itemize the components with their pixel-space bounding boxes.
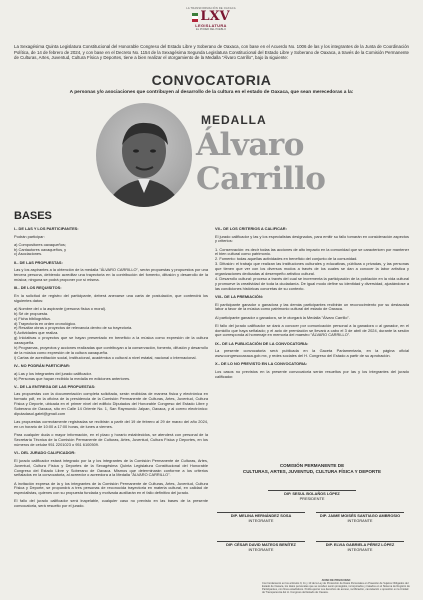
- commission-title: [215, 463, 409, 474]
- portrait-silhouette-icon: [96, 103, 192, 207]
- section-heading: V.- DE LA ENTREGA DE LAS PROPUESTAS:: [14, 383, 96, 389]
- logo-motto: EL PODER DEL PUEBLO: [196, 28, 226, 31]
- signature-member-2: [316, 512, 404, 524]
- section-text: Al participante ganador o ganadora, se le otorgará la Medalla "Álvaro Carrillo".: [215, 314, 350, 320]
- section-text: Podrán participar:: [14, 233, 45, 239]
- medal-name-first: Álvaro: [196, 127, 304, 163]
- list-item: 3. Difusión: el trabajo que realizan las instituciones culturales y educativas, públicas o privadas, y las personas que tienen que ver con los diversos modos a través de los cuales se dan a conocer la labor artística y organizaciones dedicadas al desempeño artístico cultural.: [215, 261, 409, 277]
- section-heading: VIII.- DE LA PREMIACIÓN:: [215, 293, 264, 299]
- legislature-logo: [180, 7, 242, 31]
- logo-mark: [180, 11, 242, 23]
- signature-member-4: [316, 541, 404, 553]
- medal-label: MEDALLA: [201, 113, 267, 127]
- section-text: Las propuestas con la documentación completa solicitada, serán recibidas de manera física y electrónica en formato pdf, en la oficina de la presidencia de la Comisión Permanente de Culturas, Artes, Juventud, Cultura Física y Deporte, ubicada en el primer nivel del edificio Diputados del Honorable Congreso del Estado Libre y Soberano de Oaxaca, sito en Calle 14 Oriente No. 1, San Raymundo Jalpan, Oaxaca, y al correo electrónico: diputadasol.gatel@gmail.com: [14, 391, 208, 416]
- portrait-image: [96, 103, 192, 207]
- list-item: h) Programas, proyectos y acciones realizadas que contribuyan a la conservación, fomento, difusión y desarrollo de la música como expresión de la cultura oaxaqueña.: [14, 345, 208, 355]
- logo-name: LXV: [200, 9, 230, 24]
- list-item: d) Trayectoria en orden cronológico.: [14, 320, 77, 326]
- list-item: f) Actividades que realiza.: [14, 330, 59, 336]
- section-text: Las propuestas correctamente registradas se recibirán a partir del 19 de febrero al 29 de marzo del año 2024, en un horario de 10:00 a 17:00 horas, de lunes a viernes.: [14, 419, 208, 429]
- logo-top-text: LA TRANSFORMACIÓN DE OAXACA: [186, 7, 236, 10]
- section-heading: X.- DE LO NO PREVISTO EN LA CONVOCATORIA:: [215, 361, 308, 367]
- page-title: CONVOCATORIA: [151, 72, 272, 88]
- privacy-footnote: [262, 579, 410, 594]
- list-item: a) Las y los integrantes del jurado calificador.: [14, 370, 92, 376]
- list-item: a) Nombre del o la aspirante (persona física o moral).: [14, 305, 107, 311]
- commission-line-2: CULTURAS, ARTES, JUVENTUD, CULTURA FÍSICA Y DEPORTE: [242, 468, 382, 474]
- section-text: El jurado calificador estará integrado por la y los integrantes de la Comisión Permanente de Culturas, Artes, Juventud, Cultura Física y Deportes de la Sexagésima Quinta Legislatura Constitucional del Honorable Congreso del Estado Libre y Soberano de Oaxaca. Mismos que determinarán conforme a los criterios señalados en la convocatoria, al acreedor o acreedora a la Medalla "ÁLVARO CARRILLO".: [14, 457, 208, 478]
- footnote-text: Con fundamento en los artículos 9, 11 y 13 de la Ley de Protección de Datos Personales en Posesión de Sujetos Obligados del Estado de Oaxaca, los datos personales que se recaben serán protegidos, incorporados y tratados en el Sistema de Registro de Participantes, con fines estadísticos. Podrá ejercer sus derechos de acceso, rectificación, cancelación u oposición en la Unidad de Transparencia del H. Congreso del Estado de Oaxaca.: [262, 582, 410, 595]
- list-item: b) Personas que hayan recibido la medalla en ediciones anteriores.: [14, 375, 131, 381]
- flag-icon: [192, 13, 198, 22]
- list-item: c) Ficha bibliográfica.: [14, 315, 51, 321]
- section-text: El fallo del jurado calificador será inapelable, cualquier caso no previsto en las bases de la presente convocatoria, será resuelto por el jurado.: [14, 498, 208, 509]
- section-heading: IX.- DE LA PUBLICACIÓN DE LA CONVOCATORIA:: [215, 340, 309, 346]
- list-item: 2. Fomento: todas aquellas actividades en beneficio del conjunto de la comunidad.: [215, 256, 358, 262]
- section-text: Los casos no previstos en la presente convocatoria serán resueltos por las y los integrantes del jurado calificador.: [215, 368, 409, 379]
- list-item: c) Asociaciones.: [14, 251, 43, 257]
- section-text: El fallo del jurado calificador se dará a conocer por comunicación personal a la ganadora o al ganador, en el domicilio que haya señalado; y el acto de premiación se llevará a cabo el 3 de abril de 2024, durante la sesión que corresponda al homenaje en memoria del maestro "ÁLVARO CARRILLO".: [215, 322, 409, 338]
- section-heading: VI.- DEL JURADO CALIFICADOR:: [14, 450, 76, 455]
- signer-name: DIP. SESUL BOLAÑOS LÓPEZ: [284, 491, 340, 496]
- section-text: Las y los aspirantes a la obtención de la medalla "ÁLVARO CARRILLO", serán propuestas y propuestos por una tercera persona, debiendo acreditar una trayectoria en la contribución del fomento, difusión y desarrollo de la música; ninguna se podrá proponer por sí misma.: [14, 267, 208, 283]
- signature-member-3: [217, 541, 305, 553]
- section-text: Para cualquier duda o mayor información, en el plazo y horario establecidos, se atenderá con personal de la Secretaría Técnica de la Comisión Permanente de Culturas, Artes, Juventud, Cultura Física y Deportes, en los números de celular 951 2201023 o 951 6100509.: [14, 432, 208, 447]
- list-item: a) Compositores oaxaqueños;: [14, 241, 66, 247]
- medal-banner: [96, 103, 336, 207]
- section-heading: III.- DE LOS REQUISITOS:: [14, 285, 62, 291]
- section-text: A invitación expresa de la y los integrantes de la Comisión Permanente de Culturas, Artes, Juventud, Cultura Física y Deporte, se propondrá a tres personas de reconocida trayectoria en materia cultural, en calidad de especialistas, quienes con su propuesta fundada y motivada auxiliarán en el fallo definitivo del jurado.: [14, 480, 208, 496]
- logo-subtitle: LEGISLATURA: [195, 23, 227, 28]
- list-item: e) Resaltar obras o proyectos de relevancia dentro de su trayectoria.: [14, 325, 133, 331]
- section-heading: I.- DE LAS Y LOS PARTICIPANTES:: [14, 225, 79, 231]
- section-text: En la solicitud de registro del participante, deberá anexarse una carta de postulación, que contendrá los siguientes datos:: [14, 292, 208, 303]
- section-heading: II.- DE LAS PROPUESTAS:: [14, 259, 63, 265]
- signer-role: INTEGRANTE: [248, 517, 274, 523]
- medal-name-last: Carrillo: [196, 161, 326, 197]
- list-item: 4. Desarrollo cultural: proceso a través del cual se incrementa la participación de la población en la vida cultural y promueve la creatividad de toda la ciudadanía. De igual modo define su identidad y diversidad, ajustándose a las condiciones históricas concretas de su contexto.: [215, 275, 409, 291]
- signature-president: [268, 490, 356, 502]
- signer-role: INTEGRANTE: [347, 517, 373, 523]
- signer-role: INTEGRANTE: [347, 546, 373, 552]
- section-text: La presente convocatoria será publicada en la Gaceta Parlamentaria, en la página oficial www.congresooaxaca.gob.mx, y redes sociales del H. Congreso del Estado a partir de su aprobación.: [215, 348, 409, 359]
- signer-role: PRESIDENTE: [299, 495, 325, 501]
- section-text: El participante ganador o ganadora y las demás participantes recibirán un reconocimiento por su destacada labor a favor de la música como patrimonio cultural del estado de Oaxaca.: [215, 301, 409, 312]
- right-column: [215, 224, 409, 383]
- section-heading: IV.- NO PODRÁN PARTICIPAR:: [14, 362, 71, 368]
- signer-name: DIP. CÉSAR DAVID MATEOS BENÍTEZ: [226, 542, 296, 547]
- signer-name: DIP. JAIME MOISÉS SANTIAGO AMBROSIO: [319, 513, 401, 518]
- section-heading: VII.- DE LOS CRITERIOS A CALIFICAR:: [215, 225, 287, 231]
- list-item: b) Sé de propuesta.: [14, 310, 49, 316]
- list-item: i) Cartas de acreditación social, institucional, académica o cultural a nivel estatal, nacional o internacional.: [14, 354, 197, 360]
- commission-line-1: COMISIÓN PERMANENTE DE: [279, 463, 345, 468]
- left-column: [14, 224, 208, 512]
- page-subtitle: A personas y/o asociaciones que contribuyen al desarrollo de la cultura en el estado de Oaxaca, que sean merecedoras a la:: [69, 90, 354, 95]
- section-text: El jurado calificador y las y los especialistas designados, para emitir su fallo tomarán en consideración aspectos y criterios:: [215, 233, 409, 244]
- signer-name: DIP. ELVIA GABRIELA PÉREZ LÓPEZ: [325, 542, 395, 547]
- footnote-title: AVISO DE PRIVACIDAD: [321, 579, 351, 582]
- intro-paragraph: La Sexagésima Quinta Legislatura Constitucional del Honorable Congreso del Estado Libre y Soberano de Oaxaca, con base en el Acuerdo No. 1006 de las y los integrantes de la Junta de Coordinación Política, de 14 de febrero de 2024, y con base en el Decreto No. 1154 de la Sexagésima Segunda Legislatura Constitucional del Estado Libre y Soberano de Oaxaca, a través de la Comisión Permanente de Culturas, Artes, Juventud, Cultura Física y Deportes, tiene a bien realizar el otorgamiento de la Medalla "Álvaro Carrillo", bajo la siguiente:: [14, 44, 409, 61]
- list-item: g) Iniciativas o proyectos que se hayan presentado en beneficio a la música como expresión de la cultura oaxaqueña.: [14, 335, 208, 346]
- list-item: 1. Conservación: es decir todas las acciones de alto impacto en la comunidad que se caractericen por mantener el bien cultural como patrimonio.: [215, 246, 409, 257]
- signature-member-1: [217, 512, 305, 524]
- signer-name: DIP. MELINA HERNÁNDEZ SOSA: [230, 513, 292, 518]
- list-item: b) Cantautores oaxaqueños, y: [14, 246, 67, 252]
- signer-role: INTEGRANTE: [248, 546, 274, 552]
- bases-heading: BASES: [14, 210, 52, 222]
